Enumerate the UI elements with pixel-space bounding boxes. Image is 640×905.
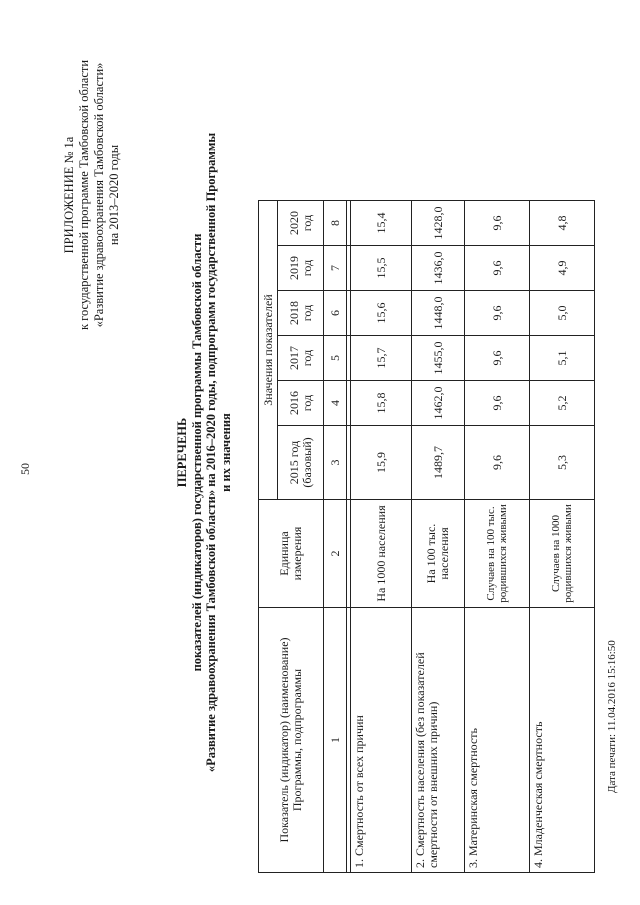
header-indicator: Показатель (индикатор) (наименование) Программы, подпрограммы: [259, 608, 324, 873]
header-year-2015: 2015 год (базовый): [278, 426, 324, 500]
row-2-value-2018: 1448,0: [412, 291, 465, 336]
table-row: [465, 201, 530, 873]
row-2-value-2017: 1455,0: [412, 336, 465, 381]
column-numbers-row: [324, 201, 347, 873]
document-title: [175, 20, 233, 885]
row-4-value-2016: 5,2: [530, 381, 595, 426]
header-row-1: [259, 201, 278, 873]
row-2-unit: На 100 тыс. населения: [412, 500, 465, 608]
row-2-value-2016: 1462,0: [412, 381, 465, 426]
appendix-title: ПРИЛОЖЕНИЕ № 1а: [62, 136, 76, 254]
row-1-unit: На 1000 населения: [351, 500, 412, 608]
print-date: Дата печати: 11.04.2016 15:16:50: [606, 640, 618, 793]
row-4-value-2017: 5,1: [530, 336, 595, 381]
row-4-value-2015: 5,3: [530, 426, 595, 500]
title-line-2: «Развитие здравоохранения Тамбовской области» на 2016–2020 годы, подпрограмм государственной Программы: [204, 132, 218, 773]
row-3-name: 3. Материнская смертность: [465, 608, 530, 873]
indicators-table: [258, 200, 595, 873]
row-4-name: 4. Младенческая смертность: [530, 608, 595, 873]
row-1-value-2019: 15,5: [351, 246, 412, 291]
row-3-value-2019: 9,6: [465, 246, 530, 291]
row-2-name: 2. Смертность населения (без показателей смертности от внешних причин): [412, 608, 465, 873]
row-1-value-2018: 15,6: [351, 291, 412, 336]
table-row: [530, 201, 595, 873]
header-year-2019: 2019 год: [278, 246, 324, 291]
appendix-line-1: к государственной программе Тамбовской области: [77, 59, 91, 331]
title-heading: ПЕРЕЧЕНЬ: [175, 417, 189, 488]
row-1-value-2020: 15,4: [351, 201, 412, 246]
col-number-8: 8: [324, 201, 347, 246]
row-4-value-2019: 4,9: [530, 246, 595, 291]
title-line-3: и их значения: [218, 413, 233, 492]
appendix-line-3: на 2013–2020 годы: [107, 144, 121, 246]
table-row: [351, 201, 412, 873]
row-1-value-2017: 15,7: [351, 336, 412, 381]
appendix-line-2: «Развитие здравоохранения Тамбовской области»: [92, 62, 106, 328]
row-3-value-2015: 9,6: [465, 426, 530, 500]
col-number-1: 1: [324, 608, 347, 873]
title-line-1: показателей (индикаторов) государственной программы Тамбовской области: [189, 233, 204, 672]
row-4-value-2020: 4,8: [530, 201, 595, 246]
appendix-header: [62, 45, 122, 345]
col-number-5: 5: [324, 336, 347, 381]
row-3-value-2020: 9,6: [465, 201, 530, 246]
table-row: [412, 201, 465, 873]
row-3-value-2018: 9,6: [465, 291, 530, 336]
page-number: 50: [18, 463, 32, 475]
row-3-unit: Случаев на 100 тыс. родившихся живыми: [465, 500, 530, 608]
row-2-value-2020: 1428,0: [412, 201, 465, 246]
col-number-2: 2: [324, 500, 347, 608]
col-number-7: 7: [324, 246, 347, 291]
row-2-value-2019: 1436,0: [412, 246, 465, 291]
row-1-name: 1. Смертность от всех причин: [351, 608, 412, 873]
header-year-2016: 2016 год: [278, 381, 324, 426]
col-number-4: 4: [324, 381, 347, 426]
col-number-3: 3: [324, 426, 347, 500]
row-3-value-2016: 9,6: [465, 381, 530, 426]
header-values-group: Значения показателей: [259, 201, 278, 500]
row-1-value-2016: 15,8: [351, 381, 412, 426]
header-unit: Единица измерения: [259, 500, 324, 608]
header-year-2020: 2020 год: [278, 201, 324, 246]
row-2-value-2015: 1489,7: [412, 426, 465, 500]
row-4-unit: Случаев на 1000 родившихся живыми: [530, 500, 595, 608]
row-3-value-2017: 9,6: [465, 336, 530, 381]
row-1-value-2015: 15,9: [351, 426, 412, 500]
row-4-value-2018: 5,0: [530, 291, 595, 336]
header-year-2018: 2018 год: [278, 291, 324, 336]
col-number-6: 6: [324, 291, 347, 336]
header-year-2017: 2017 год: [278, 336, 324, 381]
